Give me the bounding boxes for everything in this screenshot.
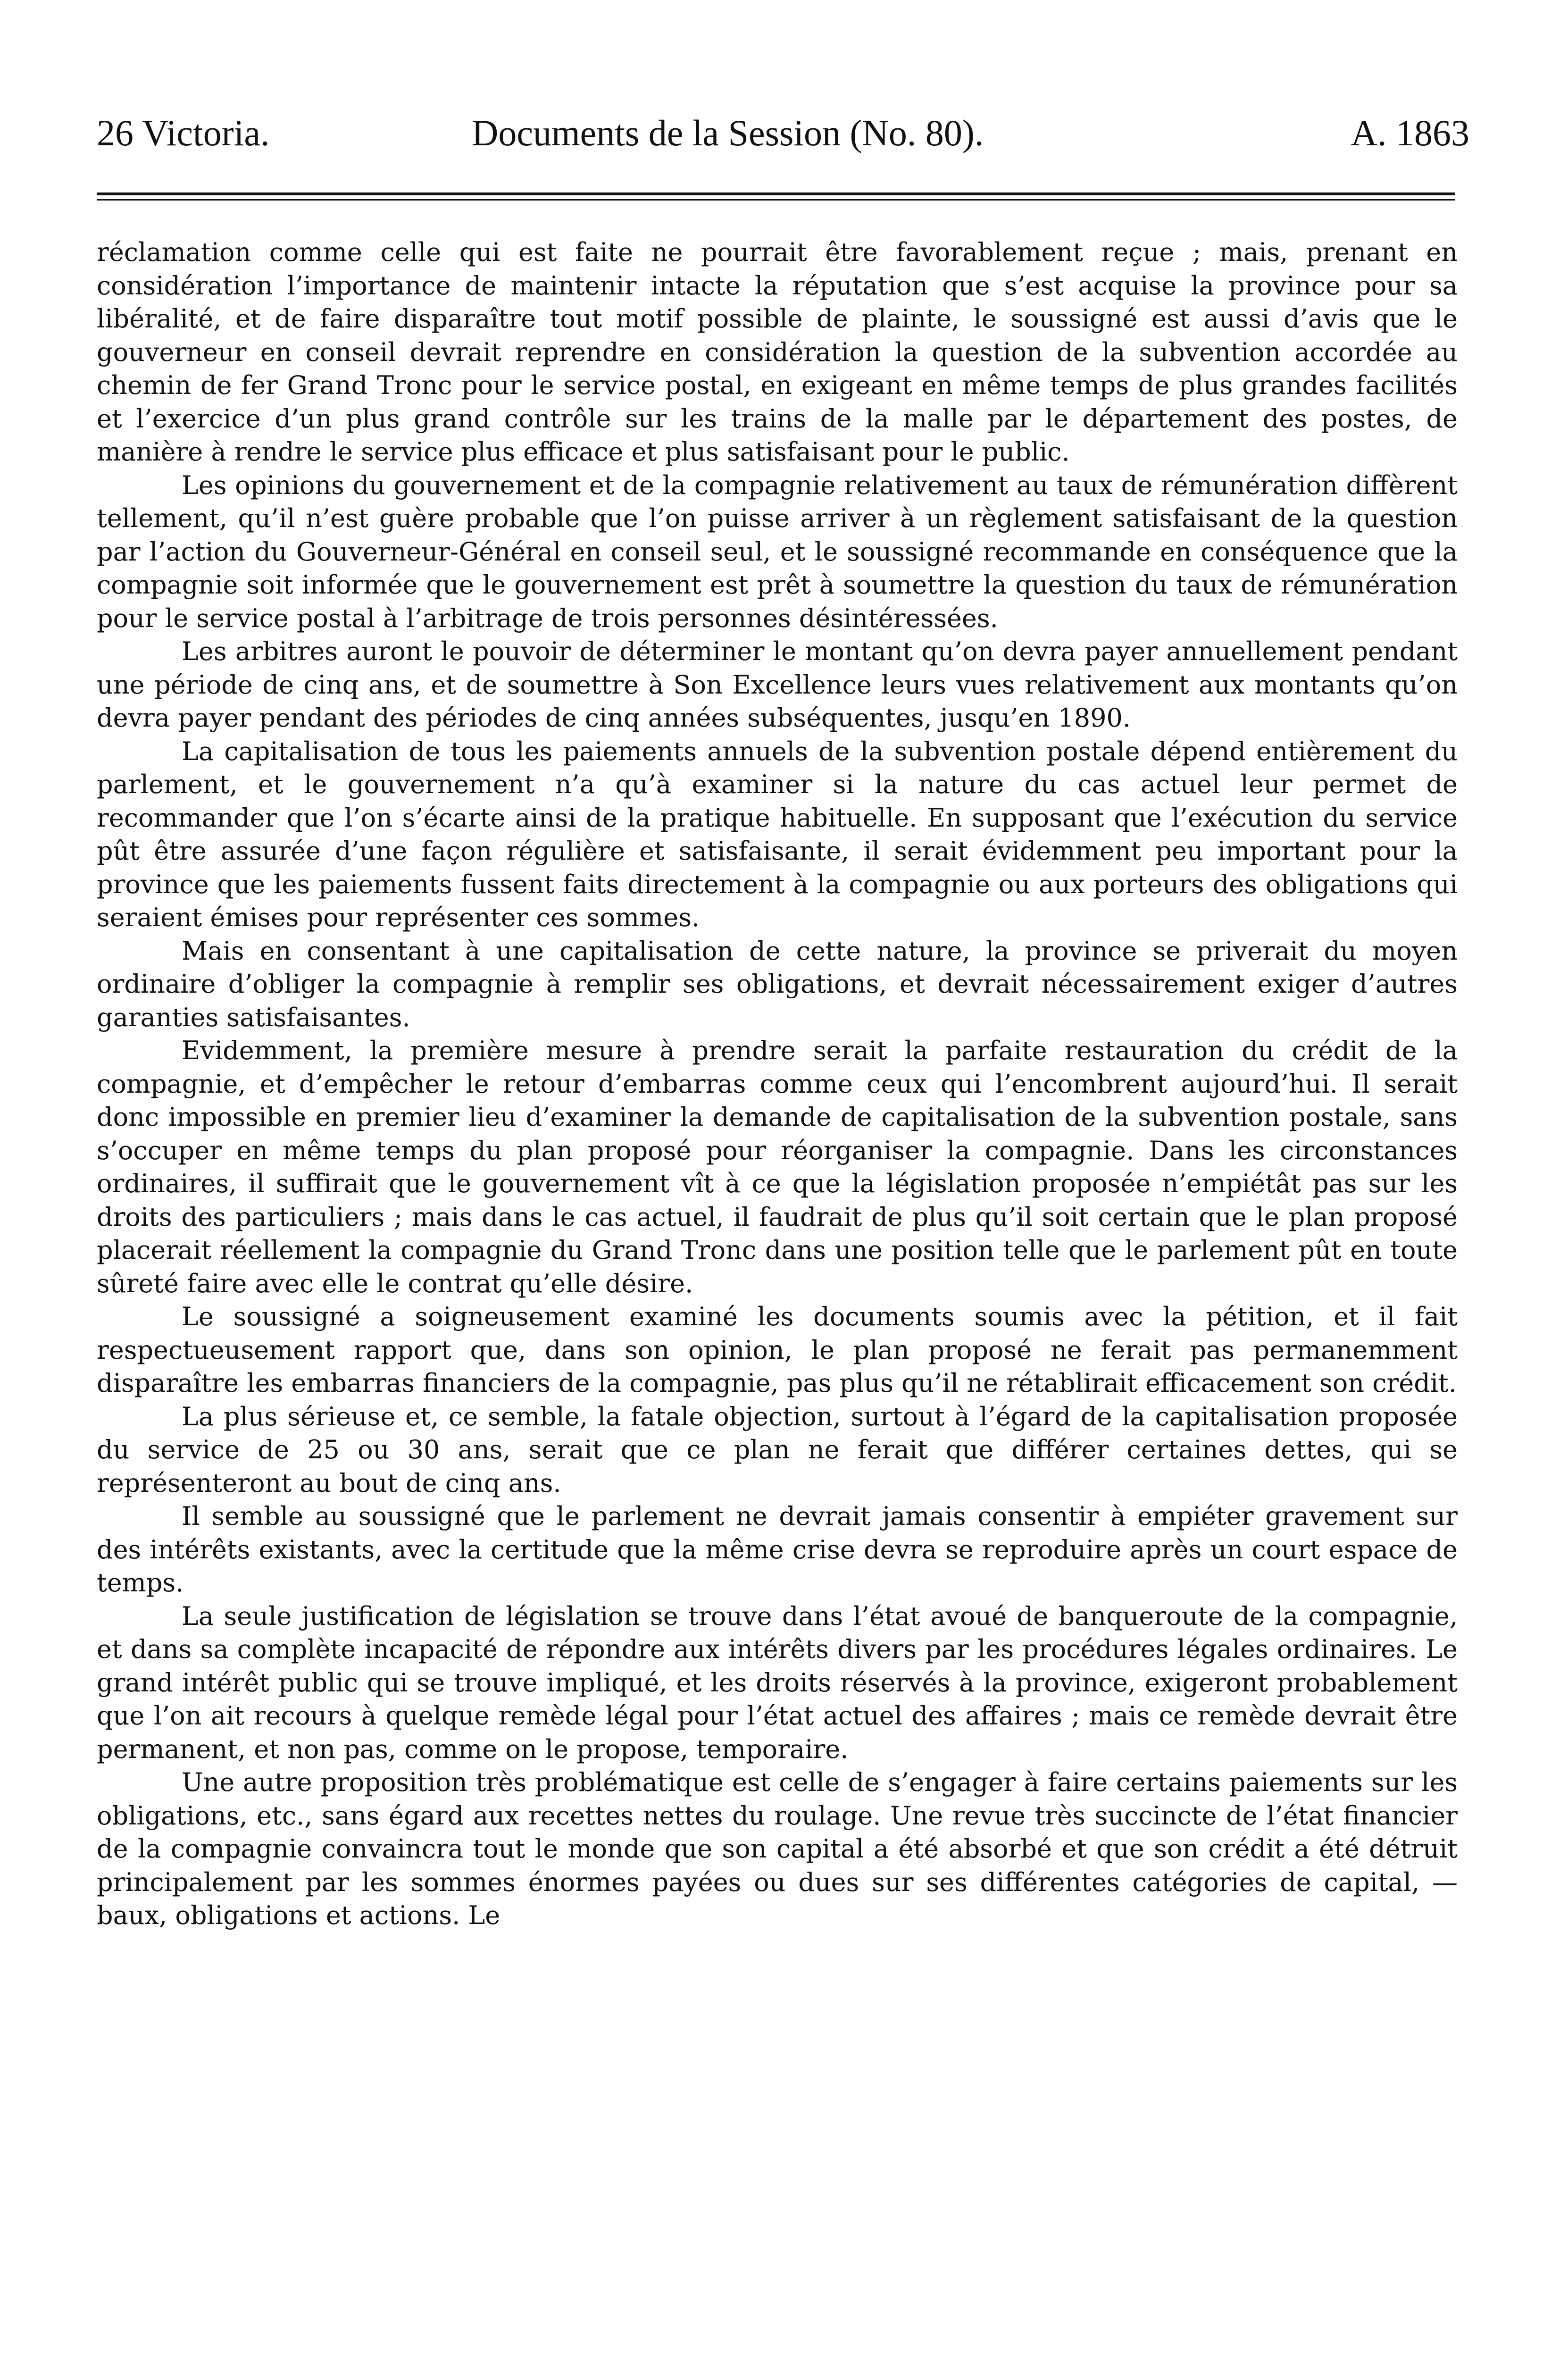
paragraph: La seule justification de législation se trouve dans l’état avoué de banqueroute de la compagnie, et dans sa complète incapacité de répondre aux intérêts divers par les procédures légales ordinaires. Le grand intérêt public qui se trouve impliqué, et les droits réservés à la province, exigeront probablement que l’on ait recours à quelque remède légal pour l’état actuel des affaires ; mais ce remède devrait être permanent, et non pas, comme on le propose, temporaire. — [97, 1601, 1458, 1764]
paragraph: Les opinions du gouvernement et de la compagnie relativement au taux de rémunération diffèrent tellement, qu’il n’est guère probable que l’on puisse arriver à un règlement satisfaisant de la question par l’action du Gouverneur-Général en conseil seul, et le soussigné recommande en conséquence que la compagnie soit informée que le gouvernement est prêt à soumettre la question du taux de rémunération pour le service postal à l’arbitrage de trois personnes désintéressées. — [97, 470, 1458, 633]
header-title: Documents de la Session (No. 80). — [472, 112, 984, 153]
header-session-year: 26 Victoria. — [97, 112, 270, 153]
header-year: A. 1863 — [1351, 112, 1469, 153]
paragraph: Il semble au soussigné que le parlement ne devrait jamais consentir à empiéter gravement sur des intérêts existants, avec la certitude que la même crise devra se reproduire après un court espace de temps. — [97, 1501, 1458, 1598]
paragraph: Le soussigné a soigneusement examiné les documents soumis avec la pétition, et il fait respectueusement rapport que, dans son opinion, le plan proposé ne ferait pas permanemment disparaître les embarras financiers de la compagnie, pas plus qu’il ne rétablirait efficacement son crédit. — [97, 1302, 1458, 1398]
paragraph: Evidemment, la première mesure à prendre serait la parfaite restauration du crédit de la compagnie, et d’empêcher le retour d’embarras comme ceux qui l’encombrent aujourd’hui. Il serait donc impossible en premier lieu d’examiner la demande de capitalisation de la subvention postale, sans s’occuper en même temps du plan proposé pour réorganiser la compagnie. Dans les circonstances ordinaires, il suffirait que le gouvernement vît à ce que la législation proposée n’empiétât pas sur les droits des particuliers ; mais dans le cas actuel, il faudrait de plus qu’il soit certain que le plan proposé placerait réellement la compagnie du Grand Tronc dans une position telle que le parlement pût en toute sûreté faire avec elle le contrat qu’elle désire. — [97, 1036, 1458, 1298]
header-rule-thin — [97, 199, 1455, 201]
paragraph: réclamation comme celle qui est faite ne pourrait être favorablement reçue ; mais, prenant en considération l’importance de maintenir intacte la réputation que s’est acquise la province pour sa libéralité, et de faire disparaître tout motif possible de plainte, le soussigné est aussi d’avis que le gouverneur en conseil devrait reprendre en considération la question de la subvention accordée au chemin de fer Grand Tronc pour le service postal, en exigeant en même temps de plus grandes facilités et l’exercice d’un plus grand contrôle sur les trains de la malle par le département des postes, de manière à rendre le service plus efficace et plus satisfaisant pour le public. — [97, 237, 1458, 467]
running-header — [97, 109, 1474, 157]
paragraph: Une autre proposition très problématique est celle de s’engager à faire certains paiements sur les obligations, etc., sans égard aux recettes nettes du roulage. Une revue très succincte de l’état financier de la compagnie convaincra tout le monde que son capital a été absorbé et que son crédit a été détruit principalement par les sommes énormes payées ou dues sur ses différentes catégories de capital, — baux, obligations et actions. Le — [97, 1767, 1458, 1930]
paragraph: Les arbitres auront le pouvoir de déterminer le montant qu’on devra payer annuellement pendant une période de cinq ans, et de soumettre à Son Excellence leurs vues relativement aux montants qu’on devra payer pendant des périodes de cinq années subséquentes, jusqu’en 1890. — [97, 636, 1458, 733]
paragraph: Mais en consentant à une capitalisation de cette nature, la province se priverait du moyen ordinaire d’obliger la compagnie à remplir ses obligations, et devrait nécessairement exiger d’autres garanties satisfaisantes. — [97, 936, 1458, 1032]
paragraph: La plus sérieuse et, ce semble, la fatale objection, surtout à l’égard de la capitalisation proposée du service de 25 ou 30 ans, serait que ce plan ne ferait que différer certaines dettes, qui se représenteront au bout de cinq ans. — [97, 1401, 1458, 1498]
paragraph: La capitalisation de tous les paiements annuels de la subvention postale dépend entièrement du parlement, et le gouvernement n’a qu’à examiner si la nature du cas actuel leur permet de recommander que l’on s’écarte ainsi de la pratique habituelle. En supposant que l’exécution du service pût être assurée d’une façon régulière et satisfaisante, il serait évidemment peu important pour la province que les paiements fussent faits directement à la compagnie ou aux porteurs des obligations qui seraient émises pour représenter ces sommes. — [97, 736, 1458, 932]
body-text — [97, 236, 1458, 1932]
header-rule-thick — [97, 192, 1455, 195]
